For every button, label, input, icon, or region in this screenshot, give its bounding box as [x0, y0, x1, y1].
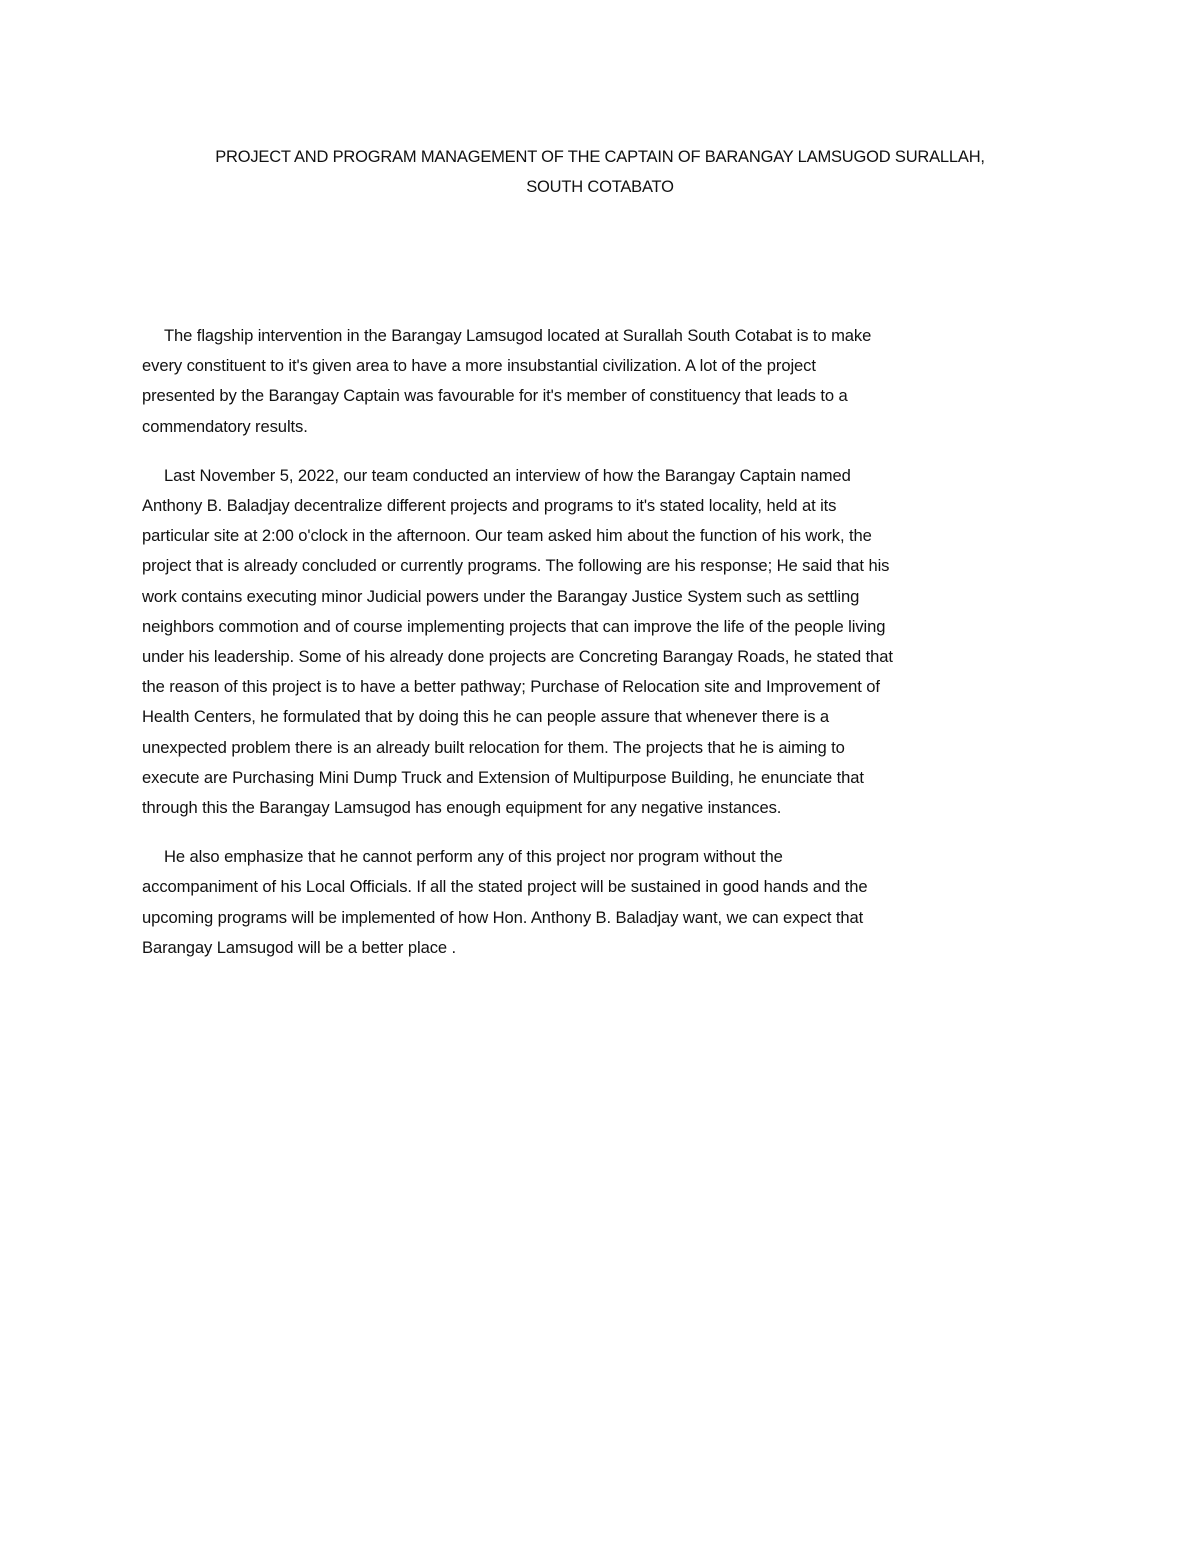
paragraph-line: upcoming programs will be implemented of how Hon. Anthony B. Baladjay want, we can expect that [142, 907, 864, 927]
paragraph-line: particular site at 2:00 o'clock in the afternoon. Our team asked him about the function of his work, the [142, 526, 872, 546]
paragraph-line: Barangay Lamsugod will be a better place . [142, 937, 457, 957]
paragraph-line: unexpected problem there is an already built relocation for them. The projects that he is aiming to [142, 737, 845, 757]
paragraph-line: the reason of this project is to have a better pathway; Purchase of Relocation site and Improvement of [142, 677, 880, 697]
paragraph-line: neighbors commotion and of course implementing projects that can improve the life of the people living [142, 616, 886, 636]
paragraph-line: Last November 5, 2022, our team conducted an interview of how the Barangay Captain named [164, 465, 851, 485]
document-body [142, 321, 1058, 982]
title-line: SOUTH COTABATO [526, 178, 674, 196]
paragraph-line: through this the Barangay Lamsugod has enough equipment for any negative instances. [142, 798, 782, 818]
paragraph-line: He also emphasize that he cannot perform any of this project nor program without the [164, 847, 783, 867]
paragraph-line: accompaniment of his Local Officials. If all the stated project will be sustained in good hands and the [142, 877, 868, 897]
paragraph-interview [142, 461, 1058, 823]
paragraph-line: every constituent to it's given area to have a more insubstantial civilization. A lot of the project [142, 356, 816, 376]
paragraph-line: Health Centers, he formulated that by doing this he can people assure that whenever there is a [142, 707, 830, 727]
paragraph-line: The flagship intervention in the Barangay Lamsugod located at Surallah South Cotabat is to make [164, 326, 872, 345]
document-title [100, 142, 1100, 202]
paragraph-line: work contains executing minor Judicial powers under the Barangay Justice System such as settling [142, 586, 860, 606]
paragraph-line: commendatory results. [142, 416, 308, 436]
paragraph-line: project that is already concluded or currently programs. The following are his response; He said that his [142, 556, 890, 576]
paragraph-line: execute are Purchasing Mini Dump Truck and Extension of Multipurpose Building, he enunciate that [142, 767, 864, 787]
paragraph-intro [142, 321, 1058, 442]
paragraph-line: Anthony B. Baladjay decentralize different projects and programs to it's stated locality, held at its [142, 496, 837, 516]
paragraph-conclusion [142, 842, 1058, 963]
title-line: PROJECT AND PROGRAM MANAGEMENT OF THE CAPTAIN OF BARANGAY LAMSUGOD SURALLAH, [215, 148, 985, 166]
paragraph-line: presented by the Barangay Captain was favourable for it's member of constituency that leads to a [142, 386, 848, 406]
paragraph-line: under his leadership. Some of his already done projects are Concreting Barangay Roads, he stated that [142, 647, 893, 667]
